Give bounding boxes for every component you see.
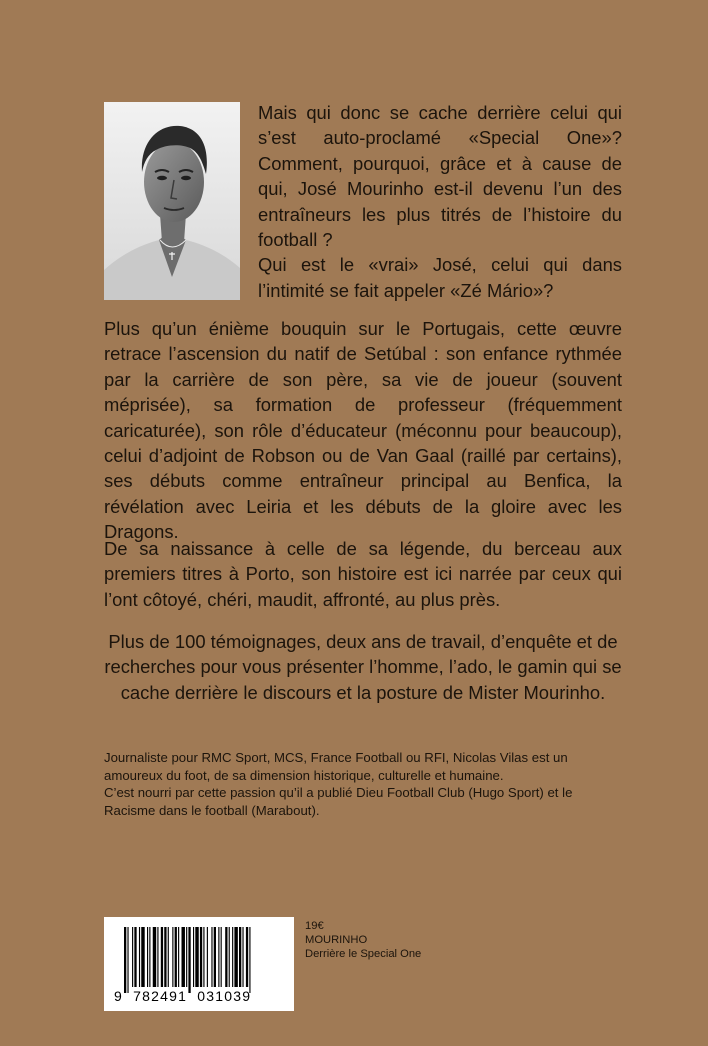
body-paragraph-2: Plus qu’un énième bouquin sur le Portugais, cette œuvre retrace l’ascension du natif de Setúbal : son enfance rythmée par la carrière de son père, sa vie de joueur (souvent méprisée), sa formation de professeur (fréquemment caricaturée), son rôle d’éducateur (méconnu pour beaucoup), celui d’adjoint de Robson ou de Van Gaal (raillé par certains), ses débuts comme entraîneur principal au Benfica, la révélation avec Leiria et les débuts de la gloire avec les Dragons. [104, 318, 622, 543]
book-title: MOURINHO [305, 934, 368, 946]
author-bio [104, 749, 626, 819]
barcode-bar [168, 927, 169, 987]
body-paragraph-4: Plus de 100 témoignages, deux ans de travail, d’enquête et de recherches pour vous présenter l’homme, l’ado, le gamin qui se cache derrière le discours et la posture de Mister Mourinho. [104, 631, 622, 703]
price: 19€ [305, 920, 324, 932]
barcode-bar [175, 927, 177, 987]
barcode-bar [193, 927, 194, 987]
barcode-bar [172, 927, 173, 987]
barcode-bar [214, 927, 216, 987]
barcode-digits: 9 782491 031039 [114, 988, 252, 1004]
barcode-bar [203, 927, 204, 987]
barcode-bar [195, 927, 198, 987]
barcode-bar [232, 927, 233, 987]
book-subtitle: Derrière le Special One [305, 948, 422, 960]
barcode-bar [242, 927, 243, 987]
isbn-barcode [104, 917, 294, 1011]
intro-paragraph-1: Mais qui donc se cache derrière celui qui s’est auto-proclamé «Special One»? Comment, pourquoi, grâce et à cause de qui, José Mourinho est-il devenu l’un des entraîneurs les plus titrés de l’histoire du football ? [258, 102, 622, 251]
barcode-bar [164, 927, 166, 987]
barcode-bar [134, 927, 136, 987]
barcode-bar [127, 927, 128, 993]
barcode-bar [157, 927, 158, 987]
barcode-bar [141, 927, 144, 987]
barcode-bar [234, 927, 237, 987]
barcode-bar [221, 927, 222, 987]
barcode-bar [161, 927, 163, 987]
barcode-bar [249, 927, 250, 993]
barcode-bar [211, 927, 212, 987]
barcode-bar [147, 927, 148, 987]
barcode-bar [186, 927, 187, 987]
barcode-bar [149, 927, 150, 987]
barcode-bar [229, 927, 230, 987]
intro-paragraph-2: Qui est le «vrai» José, celui qui dans l’intimité se fait appeler «Zé Mário»? [258, 254, 622, 301]
author-photo [104, 102, 240, 300]
barcode-bar [207, 927, 208, 987]
barcode-bar [239, 927, 241, 987]
barcode-bar [200, 927, 202, 987]
barcode-bar [246, 927, 248, 987]
barcode-bar [188, 927, 190, 993]
barcode-bar [182, 927, 185, 987]
barcode-bar [225, 927, 227, 987]
bio-line-2: C’est nourri par cette passion qu’il a publié Dieu Football Club (Hugo Sport) et le Racisme dans le football (Marabout). [104, 785, 573, 818]
barcode-bar [139, 927, 140, 987]
barcode-bar [132, 927, 133, 987]
body-paragraph-3: De sa naissance à celle de sa légende, du berceau aux premiers titres à Porto, son histoire est ici narrée par ceux qui l’ont côtoyé, chéri, maudit, affronté, au plus près. [104, 538, 622, 610]
price-block [305, 919, 421, 961]
portrait-illustration [104, 102, 240, 300]
barcode-bar [218, 927, 219, 987]
barcode-bar [153, 927, 156, 987]
barcode-bar [124, 927, 126, 993]
barcode-bar [178, 927, 179, 987]
intro-text [258, 100, 622, 303]
bio-line-1: Journaliste pour RMC Sport, MCS, France Football ou RFI, Nicolas Vilas est un amoureux du foot, de sa dimension historique, culturelle et humaine. [104, 750, 568, 783]
